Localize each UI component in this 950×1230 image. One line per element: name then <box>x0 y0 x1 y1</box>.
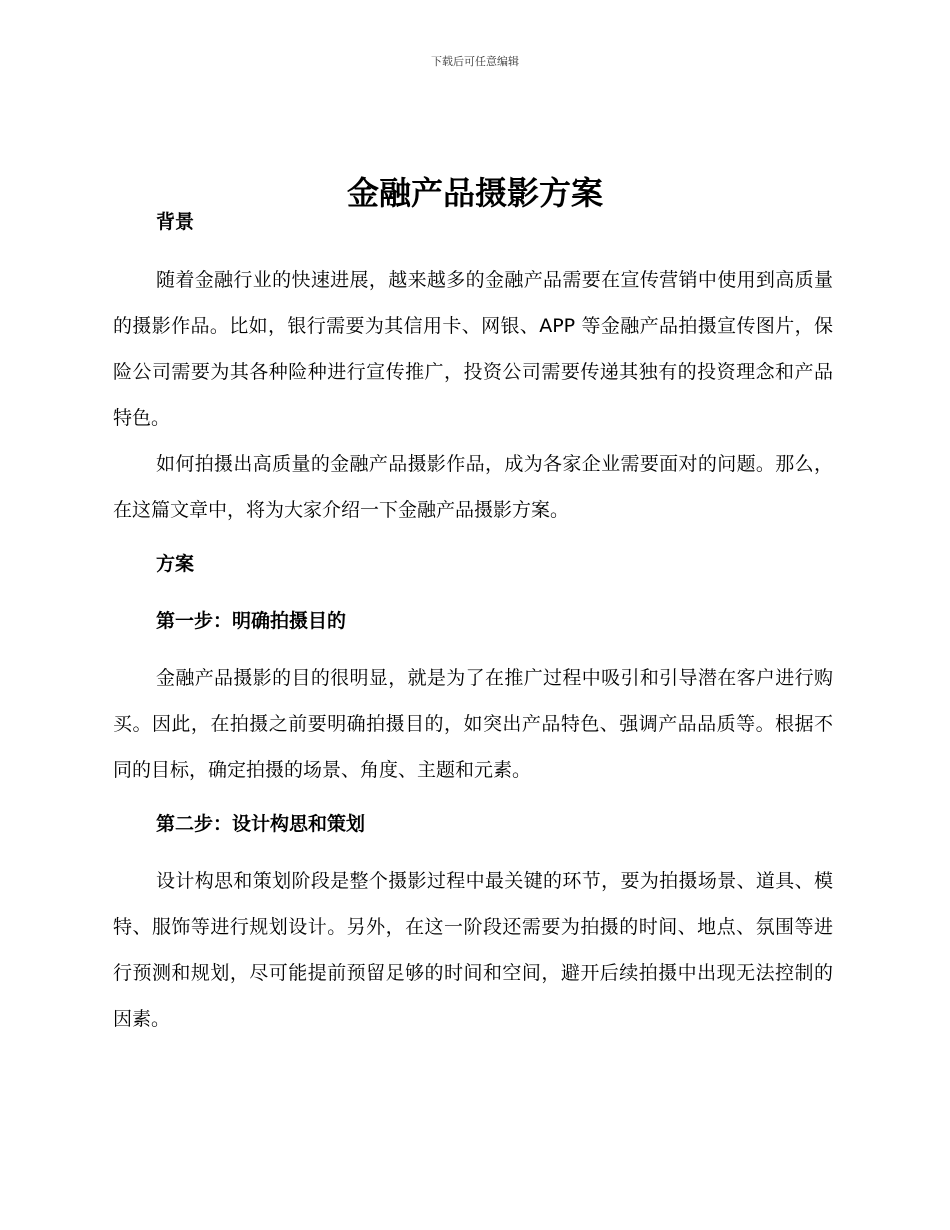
paragraph-step-2: 设计构思和策划阶段是整个摄影过程中最关键的环节，要为拍摄场景、道具、模特、服饰等进行规划设计。另外，在这一阶段还需要为拍摄的时间、地点、氛围等进行预测和规划，尽可能提前预留足够的时间和空间，避开后续拍摄中出现无法控制的因素。 <box>113 870 833 1030</box>
paragraph-background-1: 随着金融行业的快速进展，越来越多的金融产品需要在宣传营销中使用到高质量的摄影作品。比如，银行需要为其信用卡、网银、APP 等金融产品拍摄宣传图片，保险公司需要为其各种险种进行宣传推广，投资公司需要传递其独有的投资理念和产品特色。 <box>113 269 833 429</box>
page-header-note: 下载后可任意编辑 <box>431 55 519 68</box>
document-title: 金融产品摄影方案 <box>346 174 603 213</box>
paragraph-step-1: 金融产品摄影的目的很明显，就是为了在推广过程中吸引和引导潜在客户进行购买。因此，在拍摄之前要明确拍摄目的，如突出产品特色、强调产品品质等。根据不同的目标，确定拍摄的场景、角度、主题和元素。 <box>113 667 833 781</box>
step-heading-2: 第二步：设计构思和策划 <box>156 813 366 835</box>
step-heading-1: 第一步：明确拍摄目的 <box>156 610 347 632</box>
paragraph-background-2: 如何拍摄出高质量的金融产品摄影作品，成为各家企业需要面对的问题。那么，在这篇文章中，将为大家介绍一下金融产品摄影方案。 <box>113 453 833 521</box>
section-heading-plan: 方案 <box>156 553 195 575</box>
section-heading-background: 背景 <box>156 211 195 233</box>
document-body <box>113 202 833 1042</box>
